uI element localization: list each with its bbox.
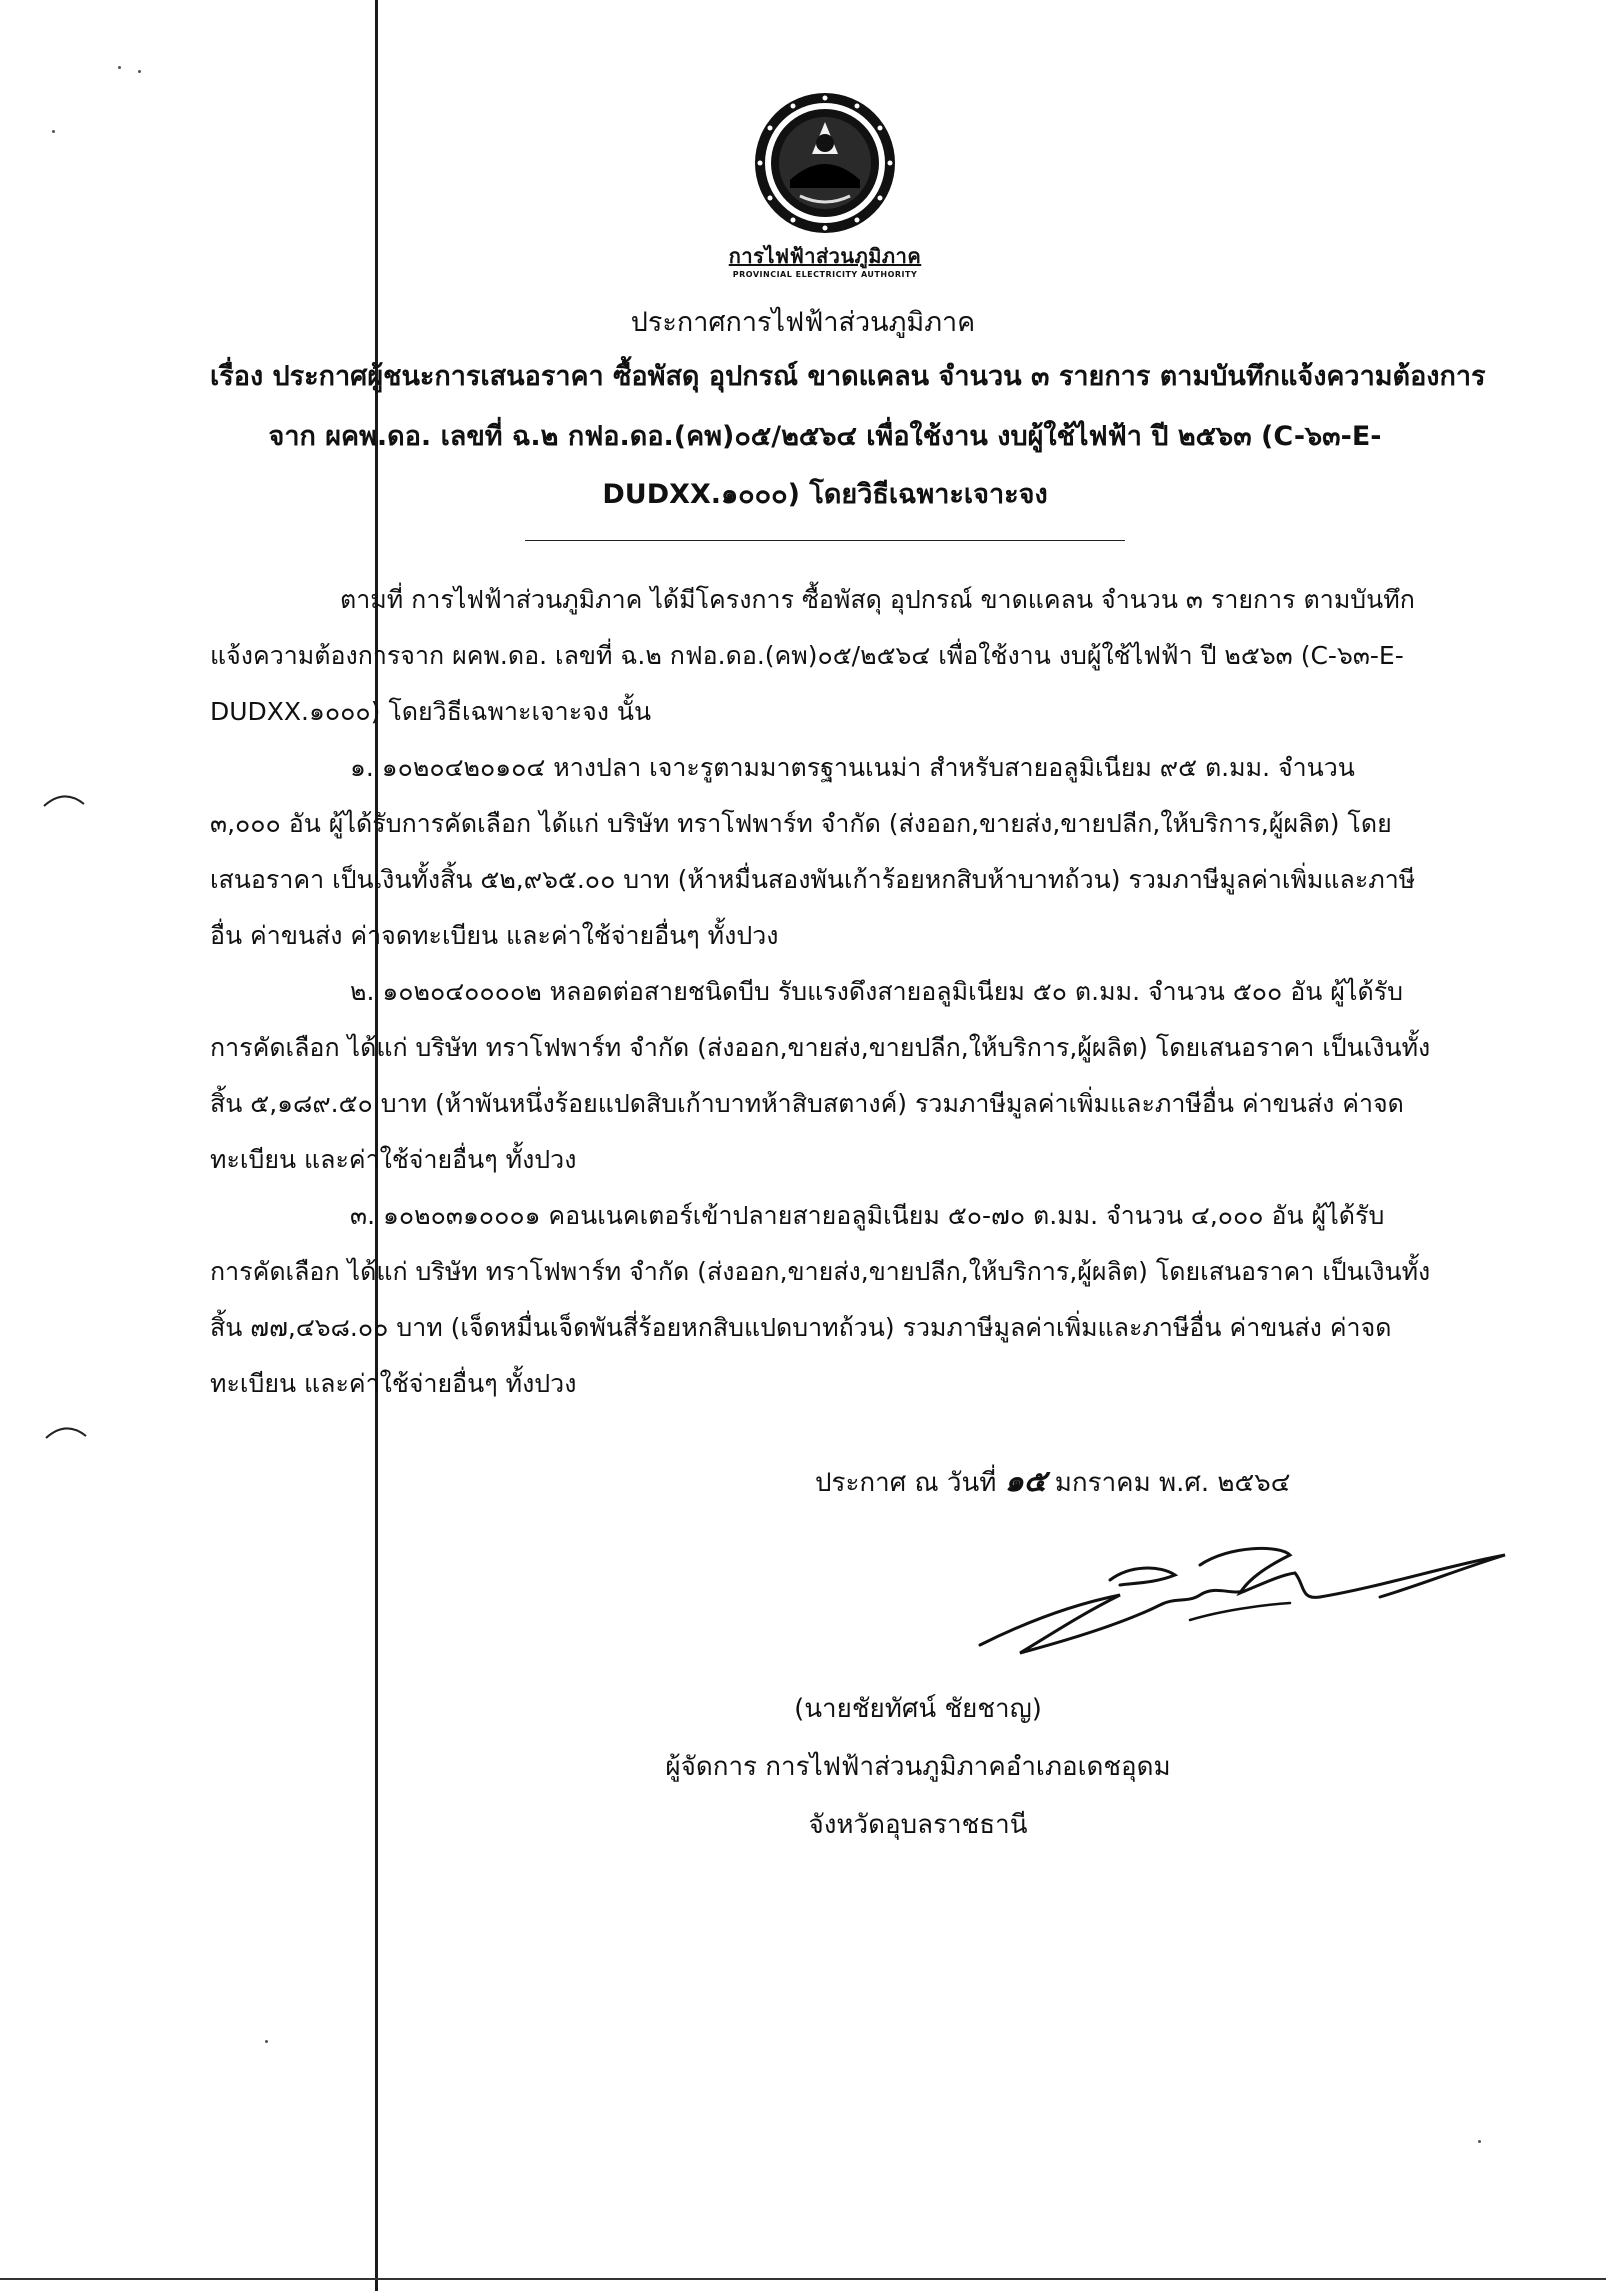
item-1-line: เสนอราคา เป็นเงินทั้งสิ้น ๕๒,๙๖๕.๐๐ บาท (ห้าหมื่นสองพันเก้าร้อยหกสิบห้าบาทถ้วน) รวมภาษีมูลค่าเพิ่มและภาษี	[210, 865, 1416, 894]
logo-wordmark-th: การไฟฟ้าส่วนภูมิภาค	[728, 244, 922, 268]
scan-speck	[138, 70, 141, 73]
announcement-title: ประกาศการไฟฟ้าส่วนภูมิภาค	[630, 307, 976, 338]
item-2-line: ทะเบียน และค่าใช้จ่ายอื่นๆ ทั้งปวง	[210, 1145, 577, 1174]
intro-line: ตามที่ การไฟฟ้าส่วนภูมิภาค ได้มีโครงการ ซื้อพัสดุ อุปกรณ์ ขาดแคลน จำนวน ๓ รายการ ตามบันทึก	[340, 585, 1415, 614]
date-prefix: ประกาศ ณ วันที่	[815, 1468, 997, 1498]
intro-line: DUDXX.๑๐๐๐) โดยวิธีเฉพาะเจาะจง นั้น	[210, 697, 652, 726]
scan-speck	[265, 2040, 268, 2043]
subject-line: เรื่อง ประกาศผู้ชนะการเสนอราคา ซื้อพัสดุ อุปกรณ์ ขาดแคลน จำนวน ๓ รายการ ตามบันทึกแจ้งความต้องการ	[210, 361, 1486, 392]
item-1-line: อื่น ค่าขนส่ง ค่าจดทะเบียน และค่าใช้จ่ายอื่นๆ ทั้งปวง	[210, 921, 779, 950]
scan-speck	[118, 66, 121, 69]
date-day-handwritten: ๑๕	[1004, 1464, 1047, 1499]
signer-name: (นายชัยทัศน์ ชัยชาญ)	[794, 1694, 1042, 1724]
header-divider	[525, 540, 1125, 541]
item-1-line: ๓,๐๐๐ อัน ผู้ได้รับการคัดเลือก ได้แก่ บริษัท ทราโฟพาร์ท จำกัด (ส่งออก,ขายส่ง,ขายปลีก,ให้บริการ,ผู้ผลิต) โดย	[210, 809, 1392, 838]
item-3-line: การคัดเลือก ได้แก่ บริษัท ทราโฟพาร์ท จำกัด (ส่งออก,ขายส่ง,ขายปลีก,ให้บริการ,ผู้ผลิต) โดยเสนอราคา เป็นเงินทั้ง	[210, 1257, 1431, 1286]
item-3-line: สิ้น ๗๗,๔๖๘.๐๐ บาท (เจ็ดหมื่นเจ็ดพันสี่ร้อยหกสิบแปดบาทถ้วน) รวมภาษีมูลค่าเพิ่มและภาษีอื่น ค่าขนส่ง ค่าจด	[210, 1313, 1392, 1342]
scan-artifact-bottom-line	[0, 2278, 1606, 2280]
logo-wordmark-en: PROVINCIAL ELECTRICITY AUTHORITY	[732, 270, 918, 279]
announcement-date	[815, 1458, 1290, 1505]
date-month-year: มกราคม พ.ศ. ๒๕๖๔	[1054, 1468, 1291, 1498]
signature-image	[960, 1525, 1520, 1665]
scan-speck	[1478, 2140, 1481, 2143]
item-2-line: การคัดเลือก ได้แก่ บริษัท ทราโฟพาร์ท จำกัด (ส่งออก,ขายส่ง,ขายปลีก,ให้บริการ,ผู้ผลิต) โดยเสนอราคา เป็นเงินทั้ง	[210, 1033, 1431, 1062]
signer-province: จังหวัดอุบลราชธานี	[808, 1810, 1028, 1840]
item-3-line: ทะเบียน และค่าใช้จ่ายอื่นๆ ทั้งปวง	[210, 1369, 577, 1398]
item-3-line: ๓. ๑๐๒๐๓๑๐๐๐๑ คอนเนคเตอร์เข้าปลายสายอลูมิเนียม ๕๐-๗๐ ต.มม. จำนวน ๔,๐๐๐ อัน ผู้ได้รับ	[350, 1201, 1385, 1230]
subject-line: DUDXX.๑๐๐๐) โดยวิธีเฉพาะเจาะจง	[602, 479, 1048, 510]
signer-title: ผู้จัดการ การไฟฟ้าส่วนภูมิภาคอำเภอเดชอุดม	[665, 1752, 1171, 1782]
punch-hole-mark	[42, 790, 86, 810]
subject-line: จาก ผคพ.ดอ. เลขที่ ฉ.๒ กฟอ.ดอ.(คพ)๐๕/๒๕๖๔ เพื่อใช้งาน งบผู้ใช้ไฟฟ้า ปี ๒๕๖๓ (C-๖๓-E-	[268, 421, 1382, 452]
item-2-line: สิ้น ๕,๑๘๙.๕๐ บาท (ห้าพันหนึ่งร้อยแปดสิบเก้าบาทห้าสิบสตางค์) รวมภาษีมูลค่าเพิ่มและภาษีอื่น ค่าขนส่ง ค่าจด	[210, 1089, 1404, 1118]
scan-speck	[52, 130, 55, 133]
punch-hole-mark	[44, 1422, 88, 1442]
item-2-line: ๒. ๑๐๒๐๔๐๐๐๐๒ หลอดต่อสายชนิดบีบ รับแรงดึงสายอลูมิเนียม ๕๐ ต.มม. จำนวน ๕๐๐ อัน ผู้ได้รับ	[350, 977, 1404, 1006]
item-1-line: ๑. ๑๐๒๐๔๒๐๑๐๔ หางปลา เจาะรูตามมาตรฐานเนม่า สำหรับสายอลูมิเนียม ๙๕ ต.มม. จำนวน	[350, 753, 1355, 782]
pea-logo-icon	[750, 88, 900, 238]
intro-line: แจ้งความต้องการจาก ผคพ.ดอ. เลขที่ ฉ.๒ กฟอ.ดอ.(คพ)๐๕/๒๕๖๔ เพื่อใช้งาน งบผู้ใช้ไฟฟ้า ปี ๒๕๖๓ (C-๖๓-E-	[210, 641, 1404, 670]
